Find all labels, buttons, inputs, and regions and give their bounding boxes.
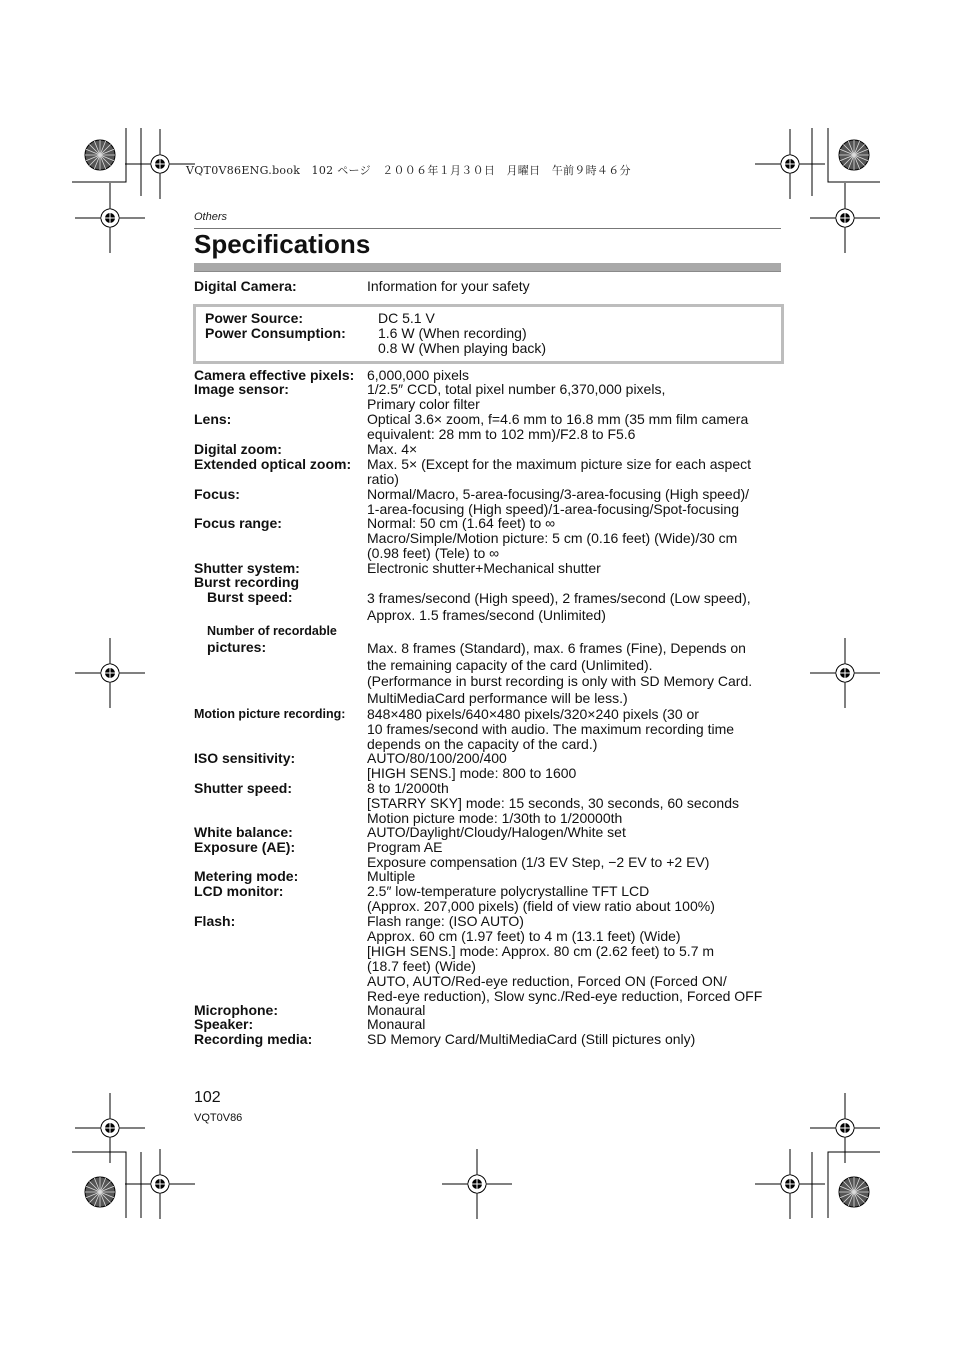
spec-label: Image sensor:: [194, 381, 289, 397]
spec-label: Focus:: [194, 486, 240, 502]
spec-label: Digital Camera:: [194, 278, 297, 294]
spec-value: 6,000,000 pixels: [367, 367, 469, 383]
spec-label: White balance:: [194, 824, 293, 840]
spec-value: DC 5.1 V: [378, 310, 435, 326]
spec-value: 2.5″ low-temperature polycrystalline TFT LCD: [367, 883, 650, 899]
spec-label: Lens:: [194, 411, 232, 427]
spec-label: Microphone:: [194, 1002, 278, 1018]
spec-value: Motion picture mode: 1/30th to 1/20000th: [367, 810, 623, 826]
spec-value: 3 frames/second (High speed), 2 frames/second (Low speed),: [367, 590, 751, 606]
spec-value: (0.98 feet) (Tele) to ∞: [367, 545, 500, 561]
spec-value: Red-eye reduction), Slow sync./Red-eye reduction, Forced OFF: [367, 988, 763, 1004]
spec-value: Multiple: [367, 868, 416, 884]
spec-value: equivalent: 28 mm to 102 mm)/F2.8 to F5.6: [367, 426, 636, 442]
spec-label: Burst recording: [194, 574, 300, 590]
spec-value: 1-area-focusing (High speed)/1-area-focusing/Spot-focusing: [367, 501, 739, 517]
spec-value: AUTO/Daylight/Cloudy/Halogen/White set: [367, 824, 626, 840]
spec-label: Exposure (AE):: [194, 839, 296, 855]
spec-value: Normal/Macro, 5-area-focusing/3-area-focusing (High speed)/: [367, 486, 750, 502]
spec-label: Recording media:: [194, 1031, 313, 1047]
page-number: 102: [194, 1089, 221, 1106]
spec-value: Max. 8 frames (Standard), max. 6 frames (Fine), Depends on: [367, 640, 746, 656]
spec-value: Max. 4×: [367, 441, 418, 457]
spec-value: Electronic shutter+Mechanical shutter: [367, 560, 601, 576]
spec-value: 848×480 pixels/640×480 pixels/320×240 pixels (30 or: [367, 706, 699, 722]
spec-label: Speaker:: [194, 1016, 254, 1032]
spec-value: SD Memory Card/MultiMediaCard (Still pictures only): [367, 1031, 696, 1047]
spec-label: Digital zoom:: [194, 441, 282, 457]
spec-label: Shutter system:: [194, 560, 300, 576]
spec-value: Exposure compensation (1/3 EV Step, −2 EV to +2 EV): [367, 854, 710, 870]
spec-label: Motion picture recording:: [194, 707, 346, 721]
model-code: VQT0V86: [194, 1112, 243, 1124]
spec-value: [HIGH SENS.] mode: 800 to 1600: [367, 765, 577, 781]
spec-label: Power Source:: [205, 310, 304, 326]
spec-value: 1.6 W (When recording): [378, 325, 527, 341]
spec-value: Primary color filter: [367, 396, 480, 412]
section-label: Others: [194, 211, 228, 223]
spec-value: 0.8 W (When playing back): [378, 340, 547, 356]
spec-value: depends on the capacity of the card.): [367, 736, 598, 752]
spec-value: (Performance in burst recording is only with SD Memory Card.: [367, 673, 753, 689]
spec-value: Macro/Simple/Motion picture: 5 cm (0.16 feet) (Wide)/30 cm: [367, 530, 738, 546]
spec-label: Focus range:: [194, 515, 282, 531]
spec-label: Burst speed:: [207, 589, 293, 605]
spec-value: [HIGH SENS.] mode: Approx. 80 cm (2.62 feet) to 5.7 m: [367, 943, 715, 959]
spec-value: AUTO/80/100/200/400: [367, 750, 507, 766]
spec-value: ratio): [367, 471, 399, 487]
spec-value: Max. 5× (Except for the maximum picture size for each aspect: [367, 456, 751, 472]
spec-value: Normal: 50 cm (1.64 feet) to ∞: [367, 515, 556, 531]
spec-value: the remaining capacity of the card (Unlimited).: [367, 656, 653, 673]
spec-label: Shutter speed:: [194, 780, 293, 796]
spec-value: (Approx. 207,000 pixels) (field of view ratio about 100%): [367, 898, 715, 914]
spec-value: Monaural: [367, 1016, 426, 1032]
title-underline-bar: [194, 263, 781, 272]
spec-value: Approx. 1.5 frames/second (Unlimited): [367, 607, 606, 623]
spec-value: (18.7 feet) (Wide): [367, 958, 476, 974]
spec-label: Extended optical zoom:: [194, 456, 352, 472]
spec-value: [STARRY SKY] mode: 15 seconds, 30 seconds, 60 seconds: [367, 795, 739, 811]
spec-label: Metering mode:: [194, 868, 299, 884]
spec-value: 10 frames/second with audio. The maximum recording time: [367, 721, 735, 737]
spec-value: MultiMediaCard performance will be less.): [367, 689, 628, 706]
spec-value: Information for your safety: [367, 278, 530, 294]
spec-label: Camera effective pixels:: [194, 367, 355, 383]
spec-value: Program AE: [367, 839, 443, 855]
spec-value: 8 to 1/2000th: [367, 780, 449, 796]
spec-label: Flash:: [194, 913, 236, 929]
spec-label: Power Consumption:: [205, 325, 346, 341]
spec-value: AUTO, AUTO/Red-eye reduction, Forced ON (Forced ON/: [367, 973, 727, 989]
spec-value: Optical 3.6× zoom, f=4.6 mm to 16.8 mm (35 mm film camera: [367, 411, 749, 427]
spec-value: 1/2.5″ CCD, total pixel number 6,370,000 pixels,: [367, 381, 666, 397]
spec-label: pictures:: [207, 639, 267, 655]
print-header: VQT0V86ENG.book 102 ページ ２００６年１月３０日 月曜日 午前９時４６分: [186, 164, 631, 177]
page-title: Specifications: [194, 229, 371, 259]
spec-value: Flash range: (ISO AUTO): [367, 913, 524, 929]
spec-label: ISO sensitivity:: [194, 750, 296, 766]
spec-value: Approx. 60 cm (1.97 feet) to 4 m (13.1 feet) (Wide): [367, 928, 681, 944]
spec-label: LCD monitor:: [194, 883, 284, 899]
spec-value: Monaural: [367, 1002, 426, 1018]
spec-label: Number of recordable: [207, 624, 337, 638]
